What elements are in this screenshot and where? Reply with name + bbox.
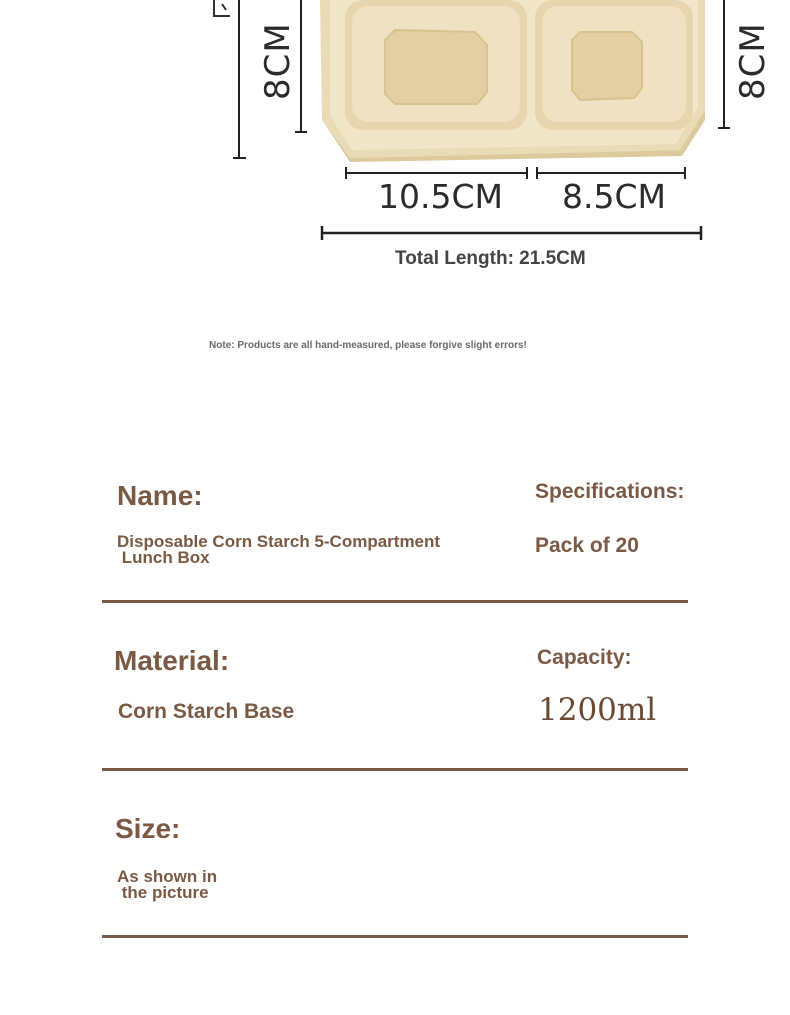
capacity-value: 1200ml bbox=[538, 692, 657, 728]
specifications-value: Pack of 20 bbox=[535, 534, 639, 557]
height-label-right: 8CM bbox=[733, 22, 773, 100]
specifications-heading: Specifications: bbox=[535, 480, 685, 503]
size-value-line2: the picture bbox=[117, 883, 209, 902]
name-heading: Name: bbox=[117, 480, 203, 511]
width-label-left: 10.5CM bbox=[378, 177, 503, 216]
measurement-note: Note: Products are all hand-measured, please forgive slight errors! bbox=[209, 340, 527, 351]
name-value-line2: Lunch Box bbox=[117, 548, 210, 567]
width-label-right: 8.5CM bbox=[562, 177, 666, 216]
divider-1 bbox=[102, 600, 688, 603]
total-length-label: Total Length: 21.5CM bbox=[395, 248, 586, 269]
capacity-heading: Capacity: bbox=[537, 646, 632, 669]
size-value-line1: As shown in bbox=[117, 867, 218, 886]
height-label-left: 8CM bbox=[258, 22, 298, 100]
divider-3 bbox=[102, 935, 688, 938]
material-heading: Material: bbox=[114, 645, 230, 676]
divider-2 bbox=[102, 768, 688, 771]
material-value: Corn Starch Base bbox=[118, 700, 295, 723]
product-image bbox=[0, 0, 790, 300]
name-value bbox=[117, 534, 440, 566]
size-value bbox=[117, 869, 217, 901]
name-value-line1: Disposable Corn Starch 5-Compartment bbox=[117, 532, 441, 551]
size-heading: Size: bbox=[115, 813, 181, 844]
